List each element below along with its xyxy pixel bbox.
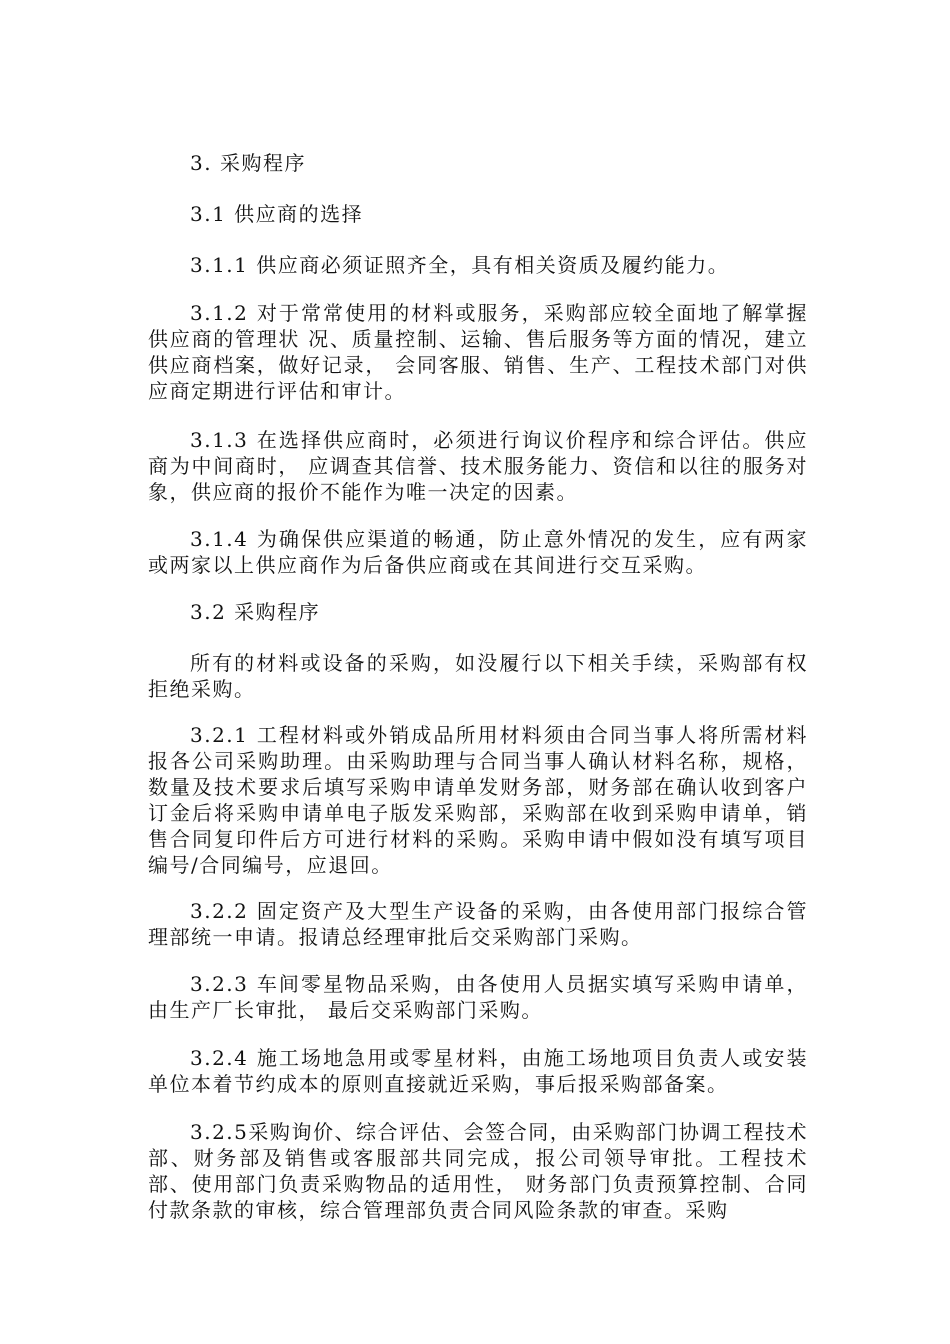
intro-paragraph: 所有的材料或设备的采购，如没履行以下相关手续，采购部有权拒绝采购。: [148, 651, 808, 701]
clause-3-1-2: 3.1.2 对于常常使用的材料或服务，采购部应较全面地了解掌握供应商的管理状 况、质量控制、运输、售后服务等方面的情况，建立供应商档案，做好记录， 会同客服、销售、生产、工程技术部门对供应商定期进行评估和审计。: [148, 301, 808, 403]
heading-3: 3. 采购程序: [190, 151, 306, 175]
clause-3-2-5: 3.2.5采购询价、综合评估、会签合同，由采购部门协调工程技术部、财务部及销售或客服部共同完成，报公司领导审批。工程技术部、使用部门负责采购物品的适用性， 财务部门负责预算控制、合同付款条款的审核，综合管理部负责合同风险条款的审查。采购: [148, 1120, 808, 1222]
heading-3-1: 3.1 供应商的选择: [190, 202, 364, 226]
clause-3-2-2: 3.2.2 固定资产及大型生产设备的采购，由各使用部门报综合管理部统一申请。报请总经理审批后交采购部门采购。: [148, 899, 808, 949]
clause-3-1-1: 3.1.1 供应商必须证照齐全，具有相关资质及履约能力。: [190, 253, 730, 277]
clause-3-1-3: 3.1.3 在选择供应商时，必须进行询议价程序和综合评估。供应商为中间商时， 应调查其信誉、技术服务能力、资信和以往的服务对象，供应商的报价不能作为唯一决定的因素。: [148, 428, 808, 504]
clause-3-1-4: 3.1.4 为确保供应渠道的畅通，防止意外情况的发生，应有两家或两家以上供应商作为后备供应商或在其间进行交互采购。: [148, 527, 808, 577]
heading-3-2: 3.2 采购程序: [190, 600, 321, 624]
clause-3-2-4: 3.2.4 施工场地急用或零星材料，由施工场地项目负责人或安装单位本着节约成本的原则直接就近采购，事后报采购部备案。: [148, 1046, 808, 1096]
clause-3-2-3: 3.2.3 车间零星物品采购，由各使用人员据实填写采购申请单，由生产厂长审批， 最后交采购部门采购。: [148, 972, 808, 1022]
clause-3-2-1: 3.2.1 工程材料或外销成品所用材料须由合同当事人将所需材料报各公司采购助理。由采购助理与合同当事人确认材料名称，规格，数量及技术要求后填写采购申请单发财务部，财务部在确认收到客户订金后将采购申请单电子版发采购部，采购部在收到采购申请单，销售合同复印件后方可进行材料的采购。采购申请中假如没有填写项目编号/合同编号，应退回。: [148, 723, 808, 877]
